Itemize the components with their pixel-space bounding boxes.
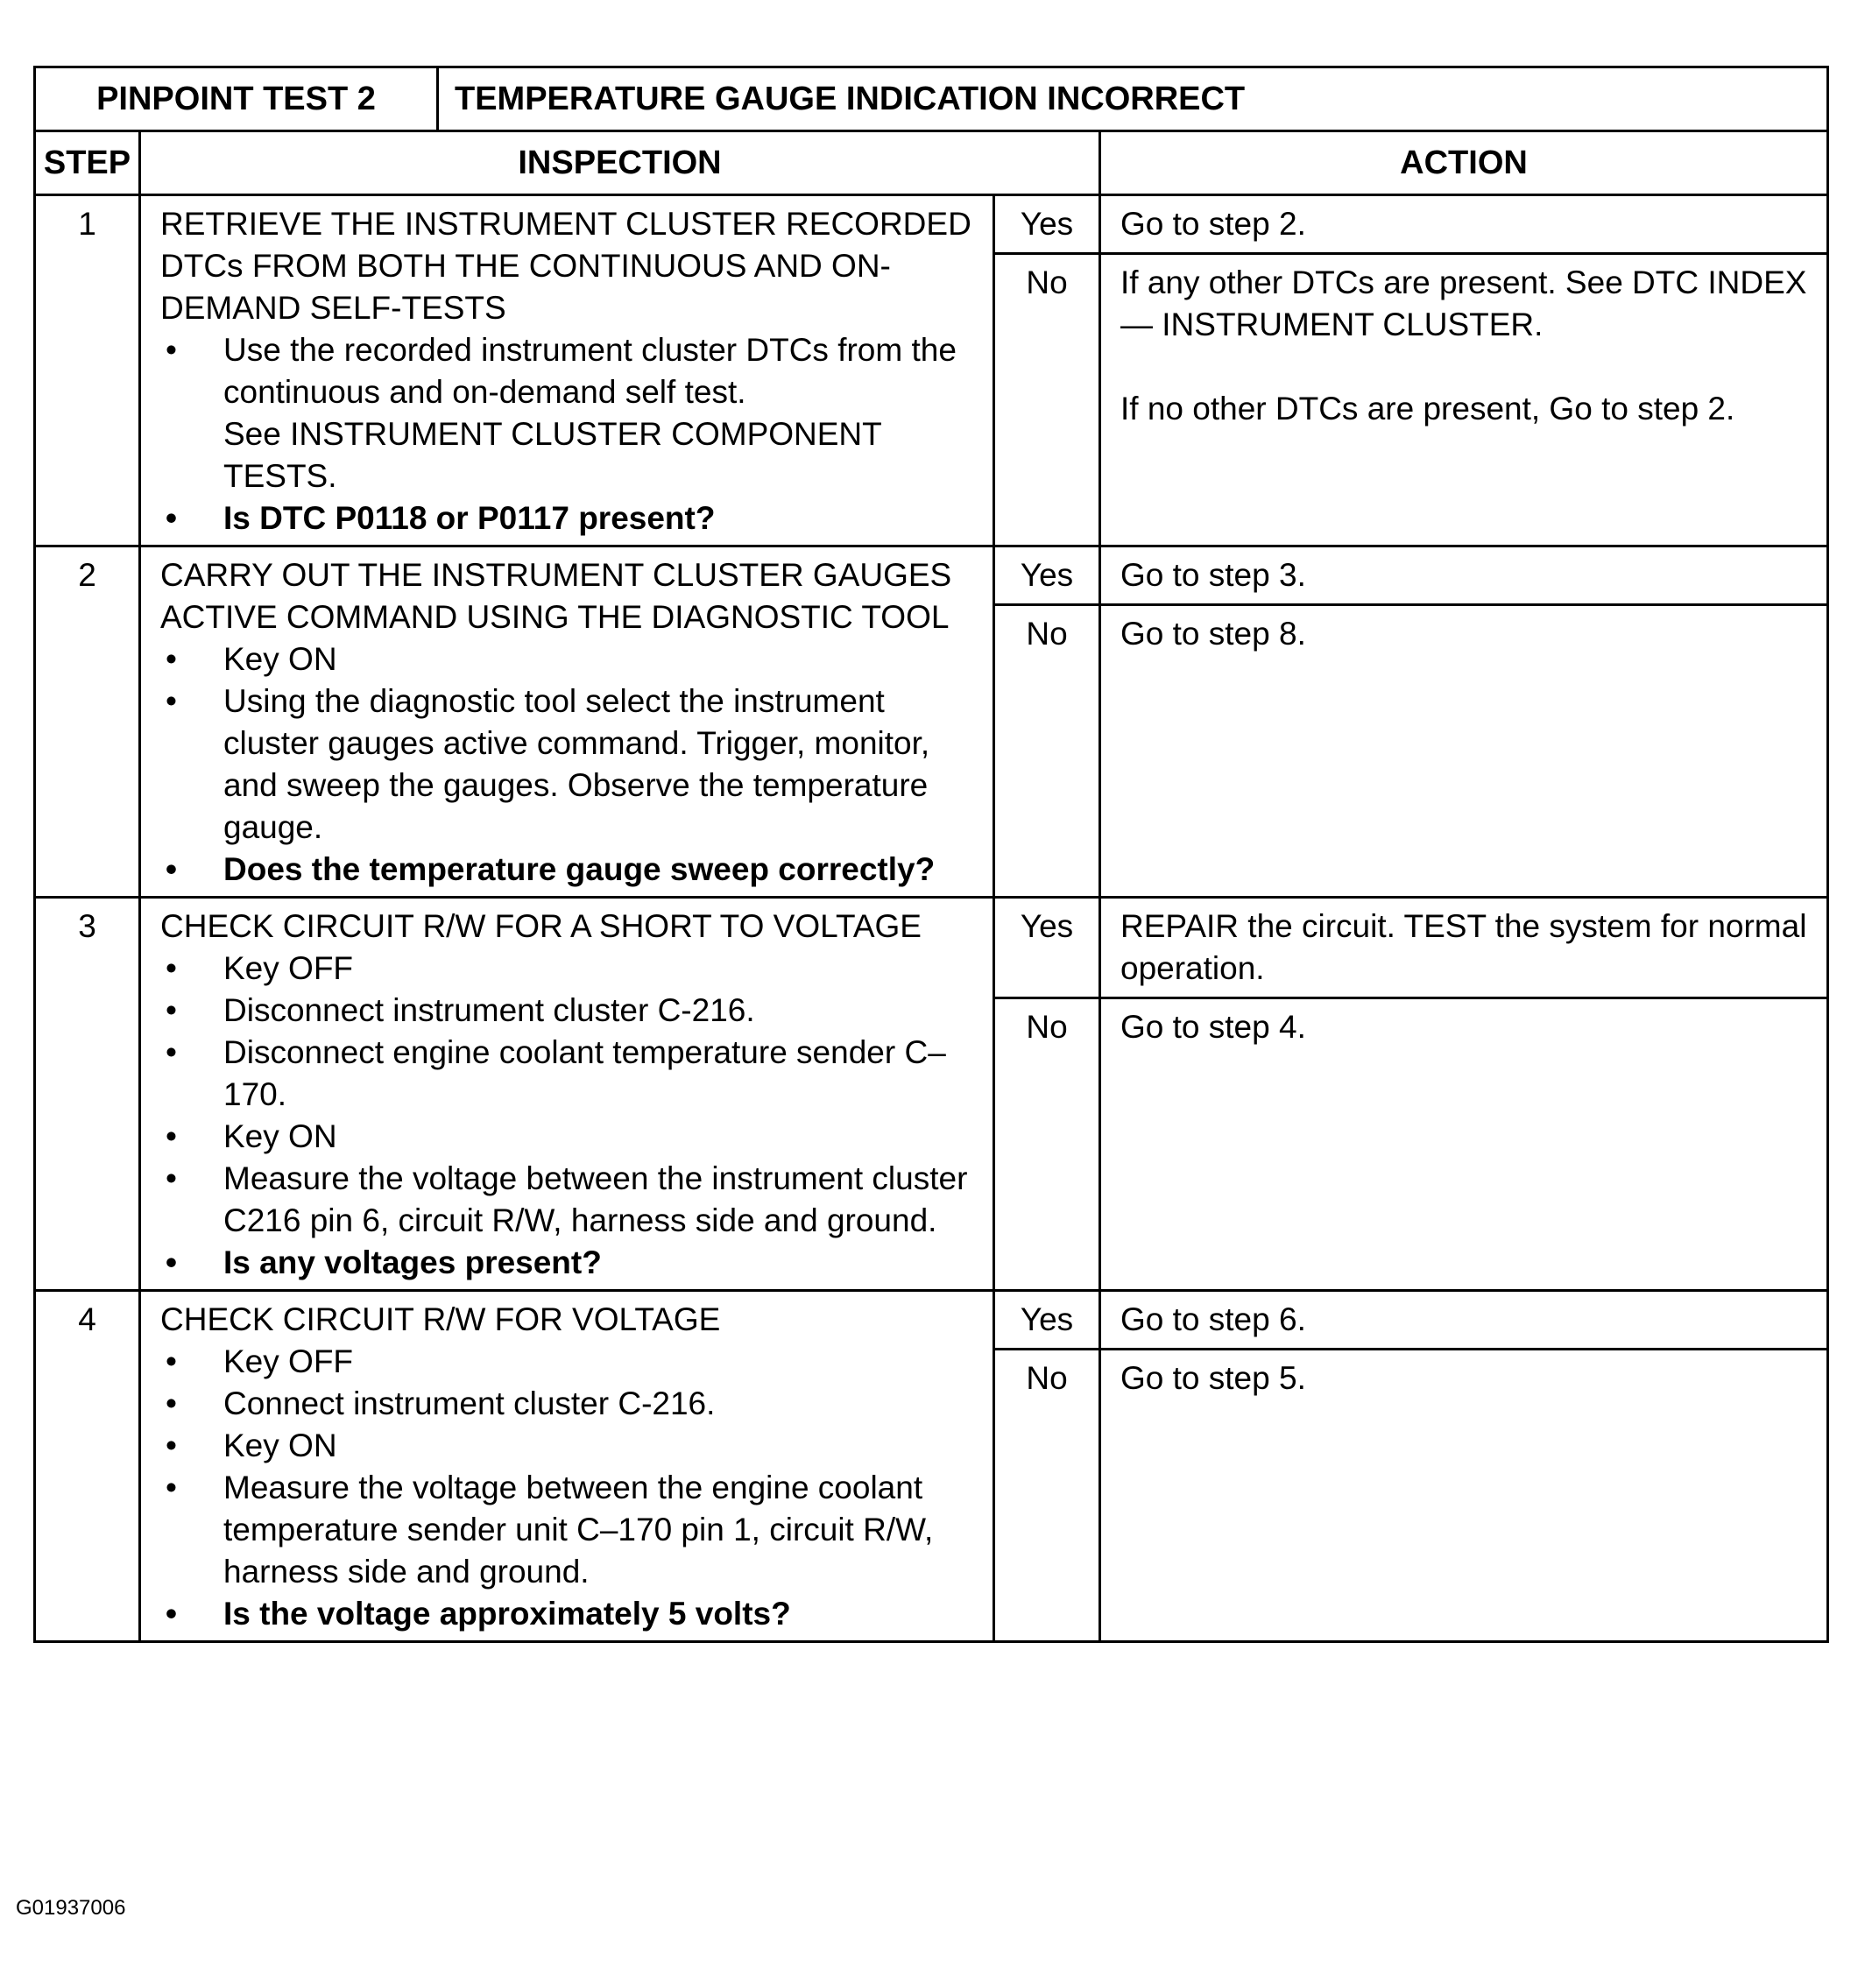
action-text: Go to step 5. <box>1120 1360 1306 1396</box>
test-title: PINPOINT TEST 2 <box>36 68 439 130</box>
inspection-bullets <box>160 638 977 891</box>
yes-action <box>1101 1292 1826 1348</box>
inspection-bullet: • Key ON <box>160 1116 977 1158</box>
action-text: Go to step 4. <box>1120 1009 1306 1045</box>
yes-label: Yes <box>995 196 1101 252</box>
inspection-cell <box>141 1292 995 1640</box>
inspection-bullet: • Key OFF <box>160 1341 977 1383</box>
inspection-heading: CARRY OUT THE INSTRUMENT CLUSTER GAUGES ACTIVE COMMAND USING THE DIAGNOSTIC TOOL <box>160 557 952 635</box>
results-cell <box>995 547 1826 896</box>
inspection-subline: See INSTRUMENT CLUSTER COMPONENT TESTS. <box>223 416 882 494</box>
no-label: No <box>995 255 1101 545</box>
action-header: ACTION <box>1400 144 1528 181</box>
inspection-bullet: • Key OFF <box>160 948 977 990</box>
action-text: If any other DTCs are present. See DTC INDEX — INSTRUMENT CLUSTER. <box>1120 264 1807 342</box>
inspection-heading: CHECK CIRCUIT R/W FOR VOLTAGE <box>160 1301 721 1337</box>
yes-label: Yes <box>995 1292 1101 1348</box>
step-row-3 <box>36 899 1826 1292</box>
inspection-question: • Is any voltages present? <box>160 1242 977 1284</box>
action-text: REPAIR the circuit. TEST the system for normal operation. <box>1120 908 1807 986</box>
results-cell <box>995 899 1826 1289</box>
inspection-header: INSPECTION <box>141 132 1101 194</box>
action-text: Go to step 2. <box>1120 206 1306 242</box>
action-text: Go to step 6. <box>1120 1301 1306 1337</box>
inspection-heading: CHECK CIRCUIT R/W FOR A SHORT TO VOLTAGE <box>160 908 922 944</box>
inspection-bullet: • Measure the voltage between the instrument cluster C216 pin 6, circuit R/W, harness side and ground. <box>160 1158 977 1242</box>
results-cell <box>995 196 1826 545</box>
step-number: 3 <box>36 899 141 1289</box>
action-text: Go to step 8. <box>1120 616 1306 652</box>
yes-row <box>995 547 1826 603</box>
inspection-bullets <box>160 1341 977 1635</box>
inspection-bullet: • Use the recorded instrument cluster DTCs from the continuous and on-demand self test. <box>160 329 977 413</box>
yes-label: Yes <box>995 547 1101 603</box>
title-row <box>36 68 1826 132</box>
action-text: If no other DTCs are present, Go to step 2. <box>1120 391 1735 427</box>
step-row-2 <box>36 547 1826 899</box>
inspection-bullet: • Key ON <box>160 1425 977 1467</box>
inspection-bullet: • Disconnect engine coolant temperature sender C–170. <box>160 1032 977 1116</box>
inspection-question: • Is DTC P0118 or P0117 present? <box>160 497 977 539</box>
column-header-row <box>36 132 1826 196</box>
no-row <box>995 603 1826 896</box>
inspection-heading: RETRIEVE THE INSTRUMENT CLUSTER RECORDED DTCs FROM BOTH THE CONTINUOUS AND ON-DEMAND SELF-TESTS <box>160 206 971 326</box>
no-label: No <box>995 606 1101 896</box>
inspection-bullet: • Disconnect instrument cluster C-216. <box>160 990 977 1032</box>
yes-row <box>995 899 1826 997</box>
inspection-bullets <box>160 329 977 413</box>
no-row <box>995 1348 1826 1640</box>
inspection-cell <box>141 196 995 545</box>
yes-label: Yes <box>995 899 1101 997</box>
test-description: TEMPERATURE GAUGE INDICATION INCORRECT <box>455 80 1246 117</box>
step-row-4 <box>36 1292 1826 1640</box>
inspection-bullet: • Measure the voltage between the engine coolant temperature sender unit C–170 pin 1, circuit R/W, harness side and ground. <box>160 1467 977 1593</box>
no-row <box>995 252 1826 545</box>
results-cell <box>995 1292 1826 1640</box>
action-text: Go to step 3. <box>1120 557 1306 593</box>
no-label: No <box>995 999 1101 1289</box>
pinpoint-test-table <box>33 66 1829 1643</box>
figure-id: G01937006 <box>16 1896 126 1920</box>
inspection-question: • Does the temperature gauge sweep correctly? <box>160 849 977 891</box>
inspection-cell <box>141 899 995 1289</box>
no-action <box>1101 255 1826 545</box>
step-number: 4 <box>36 1292 141 1640</box>
step-header: STEP <box>36 132 141 194</box>
no-label: No <box>995 1350 1101 1640</box>
yes-action <box>1101 899 1826 997</box>
step-row-1 <box>36 196 1826 547</box>
inspection-bullet: • Using the diagnostic tool select the instrument cluster gauges active command. Trigger, monitor, and sweep the gauges. Observe the temperature gauge. <box>160 680 977 849</box>
inspection-question: • Is the voltage approximately 5 volts? <box>160 1593 977 1635</box>
inspection-bullets <box>160 497 977 539</box>
step-number: 1 <box>36 196 141 545</box>
no-action <box>1101 999 1826 1289</box>
yes-action <box>1101 547 1826 603</box>
no-action <box>1101 1350 1826 1640</box>
yes-row <box>995 196 1826 252</box>
inspection-bullets <box>160 948 977 1284</box>
no-row <box>995 997 1826 1289</box>
step-number: 2 <box>36 547 141 896</box>
inspection-bullet: • Key ON <box>160 638 977 680</box>
no-action <box>1101 606 1826 896</box>
yes-action <box>1101 196 1826 252</box>
inspection-bullet: • Connect instrument cluster C-216. <box>160 1383 977 1425</box>
yes-row <box>995 1292 1826 1348</box>
inspection-cell <box>141 547 995 896</box>
